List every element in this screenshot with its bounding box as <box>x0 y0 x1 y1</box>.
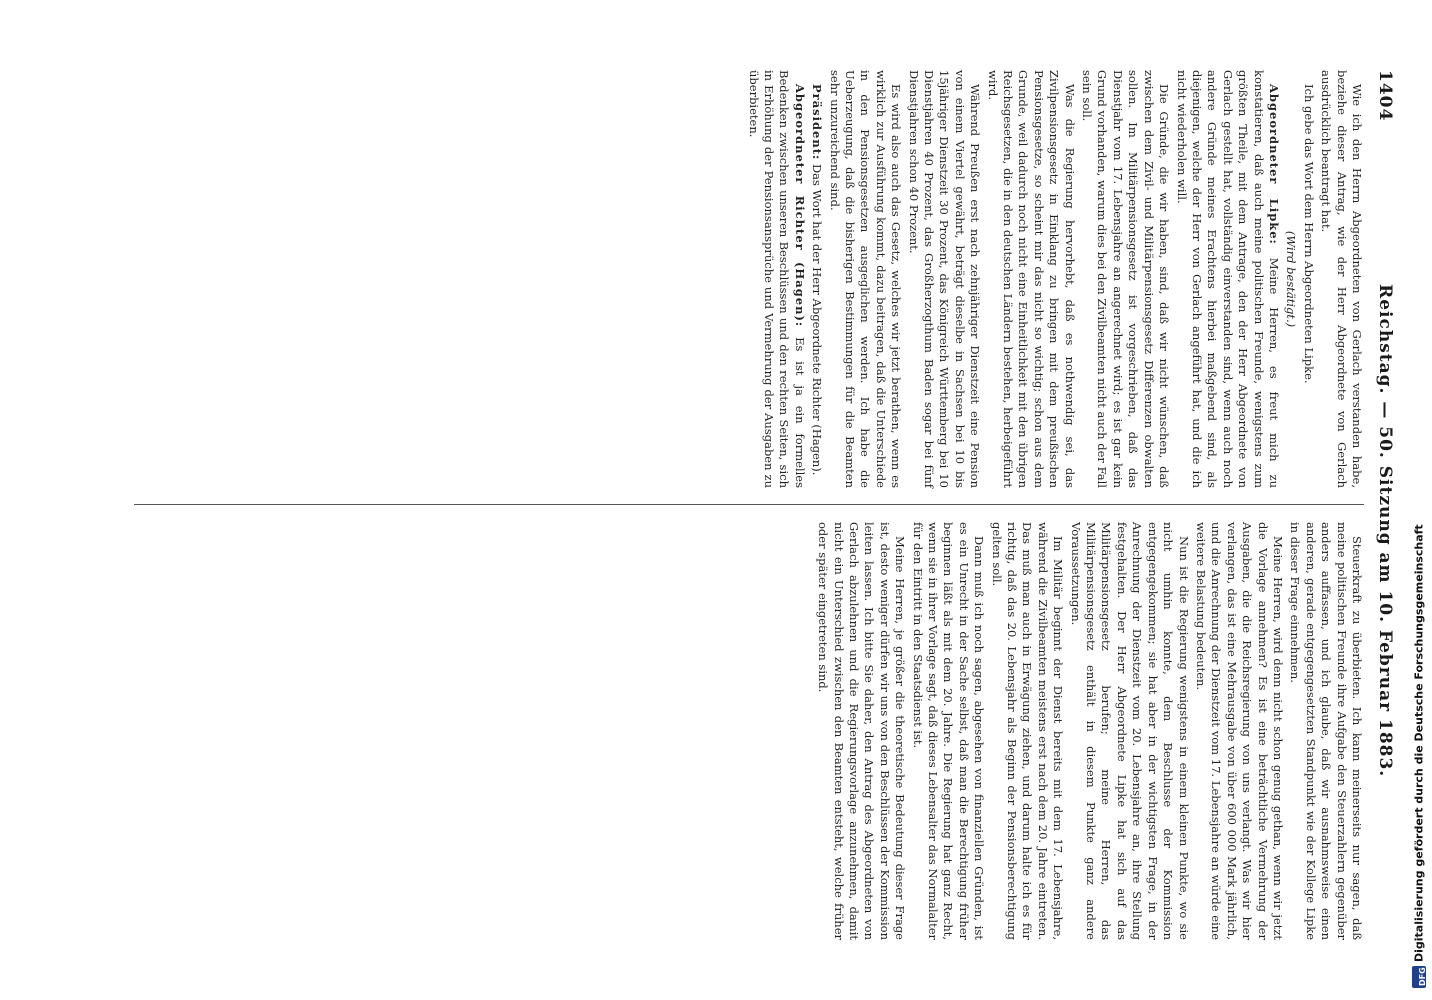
left_column-paragraph <box>1079 70 1171 488</box>
left_column-paragraph <box>1173 70 1281 488</box>
right_column-paragraph <box>909 522 986 940</box>
right_column-paragraph <box>1193 522 1285 940</box>
left_column-paragraph <box>905 70 982 488</box>
page-number: 1404 <box>1375 70 1395 122</box>
left_column-paragraph <box>1283 70 1298 488</box>
right_column-paragraph <box>1067 522 1190 940</box>
paragraph-text: (Wird bestätigt.) <box>1284 230 1299 328</box>
sidebar-credit-text: Digitalisierung gefördert durch die Deutsche Forschungsgemeinschaft <box>1412 524 1426 962</box>
right_column-paragraph <box>988 522 1065 940</box>
paragraph-text: Meine Herren, es freut mich zu konstatieren, daß auch meine politischen Freunde, wenigstens zum größten Theile, mit dem Antrage, den der Herr Abgeordnete von Gerlach gestellt hat, vollständig einverstanden sind, wenn auch noch andere Gründe meines Erachtens hierbei maßgebend sind, als diejenigen, welche der Herr von Gerlach angeführt hat, und die ich nicht wiederholen will. <box>1174 70 1281 489</box>
right_column-paragraph <box>815 522 907 940</box>
sidebar-credit <box>1411 8 1427 988</box>
page-header <box>1372 70 1398 940</box>
left-column <box>743 70 1364 488</box>
page-title: Reichstag. — 50. Sitzung am 10. Februar 1883. <box>1375 284 1395 778</box>
paragraph-text: Wie ich den Herrn Abgeordneten von Gerlach verstanden habe, beziehe dieser Antrag, wie der Herr Abgeordnete von Gerlach ausdrücklich beantragt hat. <box>1319 70 1364 488</box>
paragraph-text: Die Gründe, die wir haben, sind, daß wir nicht wünschen, daß zwischen dem Zivil- und Militärpensionsgesetz Differenzen obwalten sollen. Im Militärpensionsgesetz ist vorgeschrieben, daß das Dienstjahr vom 17. Lebensjahre an angerechnet wird; es ist gar kein Grund vorhanden, warum dies bei den Zivilbeamten nicht auch der Fall sein soll. <box>1080 70 1172 488</box>
right-column <box>813 522 1364 940</box>
paragraph-text: Ich gebe das Wort dem Herrn Abgeordneten Lipke. <box>1301 84 1316 384</box>
page-area <box>108 70 1398 940</box>
rotated-page-content <box>108 70 1398 940</box>
column-divider <box>134 504 1364 505</box>
speaker-name: Präsident: <box>810 84 825 161</box>
paragraph-text: Dann muß ich noch sagen, abgesehen von finanziellen Gründen, ist es ein Unrecht in der Sache selbst, daß man die Berechtigung früher beginnen läßt als mit dem 20. Jahre. Die Regierung hat ganz Recht, wenn sie in ihrer Vorlage sagt, daß dieses Lebensalter das Normalalter für den Eintritt in den Staatsdienst ist. <box>910 522 987 940</box>
dfg-logo-icon: DFG <box>1412 966 1426 988</box>
paragraph-text: Nun ist die Regierung wenigstens in einem kleinen Punkte, wo sie nicht umhin konnte, dem Beschlusse der Kommission entgegengekommen; sie hat aber in der wichtigsten Frage, in der Anrechnung der Dienstzeit vom 20. Lebensjahre an, ihre Stellung festgehalten. Der Herr Abgeordnete Lipke hat sich auf das Militärpensionsgesetz berufen; meine Herren, das Militärpensionsgesetz enthält in diesem Punkte ganz andere Voraussetzungen. <box>1068 522 1191 940</box>
left_column-paragraph <box>745 70 807 488</box>
paragraph-text: Meine Herren, je größer die theoretische Bedeutung dieser Frage ist, desto weniger dürfen wir uns von den Beschlüssen der Kommission leiten lassen. Ich bitte Sie daher, den Antrag des Abgeordneten von Gerlach abzulehnen und die Regierungsvorlage anzunehmen, damit nicht ein Unterschied zwischen den Beamten entsteht, welche früher oder später eingetreten sind. <box>816 522 908 940</box>
paragraph-text: Im Militär beginnt der Dienst bereits mit dem 17. Lebensjahre, während die Zivilbeamten meistens erst nach dem 20. Jahre eintreten. Das muß man auch in Erwägung ziehen, und darum halte ich es für richtig, daß das 20. Lebensjahr als Beginn der Pensionsberechtigung gelten soll. <box>989 522 1066 940</box>
paragraph-text: Das Wort hat der Herr Abgeordnete Richter (Hagen). <box>810 163 825 476</box>
speaker-name: Abgeordneter Richter (Hagen): <box>792 84 807 328</box>
left_column-paragraph <box>826 70 903 488</box>
paragraph-text: Es wird also auch das Gesetz, welches wir jetzt berathen, wenn es wirklich zur Ausführung kommt, dazu beitragen, daß die Unterschiede in den Pensionsgesetzen ausgeglichen werden. Ich habe die Ueberzeugung, daß die bisherigen Bestimmungen für die Beamten sehr unzureichend sind. <box>827 70 904 488</box>
paragraph-text: Steuerkraft zu überbieten. Ich kann meinerseits nur sagen, daß meine politischen Freunde ihre Aufgabe den Steuerzahlern gegenüber anders auffassen, und ich glaube, daß wir ausnahmsweise einen anderen, gerade entgegengesetzten Standpunkt wie der Kollege Lipke in dieser Frage einnehmen. <box>1288 522 1364 940</box>
left_column-paragraph <box>984 70 1076 488</box>
paragraph-text: Was die Regierung hervorhebt, daß es nothwendig sei, das Zivilpensionsgesetz in Einklang zu bringen mit dem preußischen Pensionsgesetze, so scheint mir das nicht so wichtig; schon aus dem Grunde, weil dadurch noch nicht eine Einheitlichkeit mit den übrigen Reichsgesetzen, die in den deutschen Ländern bestehen, herbeigeführt wird. <box>985 70 1077 488</box>
left_column-paragraph <box>1300 70 1315 488</box>
left_column-paragraph <box>1318 70 1364 488</box>
left_column-paragraph <box>809 70 824 488</box>
speaker-name: Abgeordneter Lipke: <box>1266 84 1281 245</box>
paragraph-text: Meine Herren, wird denn nicht schon genug gethan, wenn wir jetzt die Vorlage annehmen? Es ist eine beträchtliche Vermehrung der Ausgaben, die die Reichsregierung von uns verlangt. Was wir hier verlangen, das ist eine Mehrausgabe von über 600 000 Mark jährlich, und die Anrechnung der Dienstzeit vom 17. Lebensjahre an würde eine weitere Belastung bedeuten. <box>1193 522 1285 940</box>
paragraph-text: Es ist ja ein formelles Bedenken zwischen unseren Beschlüssen und den rechten Seiten, sich in Erhöhung der Pensionsansprüche und Vermehrung der Ausgaben zu überbieten. <box>746 70 807 488</box>
paragraph-text: Während Preußen erst nach zehnjähriger Dienstzeit eine Pension von einem Viertel gewährt, beträgt dieselbe in Sachsen bei 10 bis 15jähriger Dienstzeit 30 Prozent, das Königreich Württemberg bei 10 Dienstjahren 40 Prozent, das Großherzogthum Baden sogar bei fünf Dienstjahren schon 40 Prozent. <box>906 70 983 488</box>
right_column-paragraph <box>1287 522 1364 940</box>
